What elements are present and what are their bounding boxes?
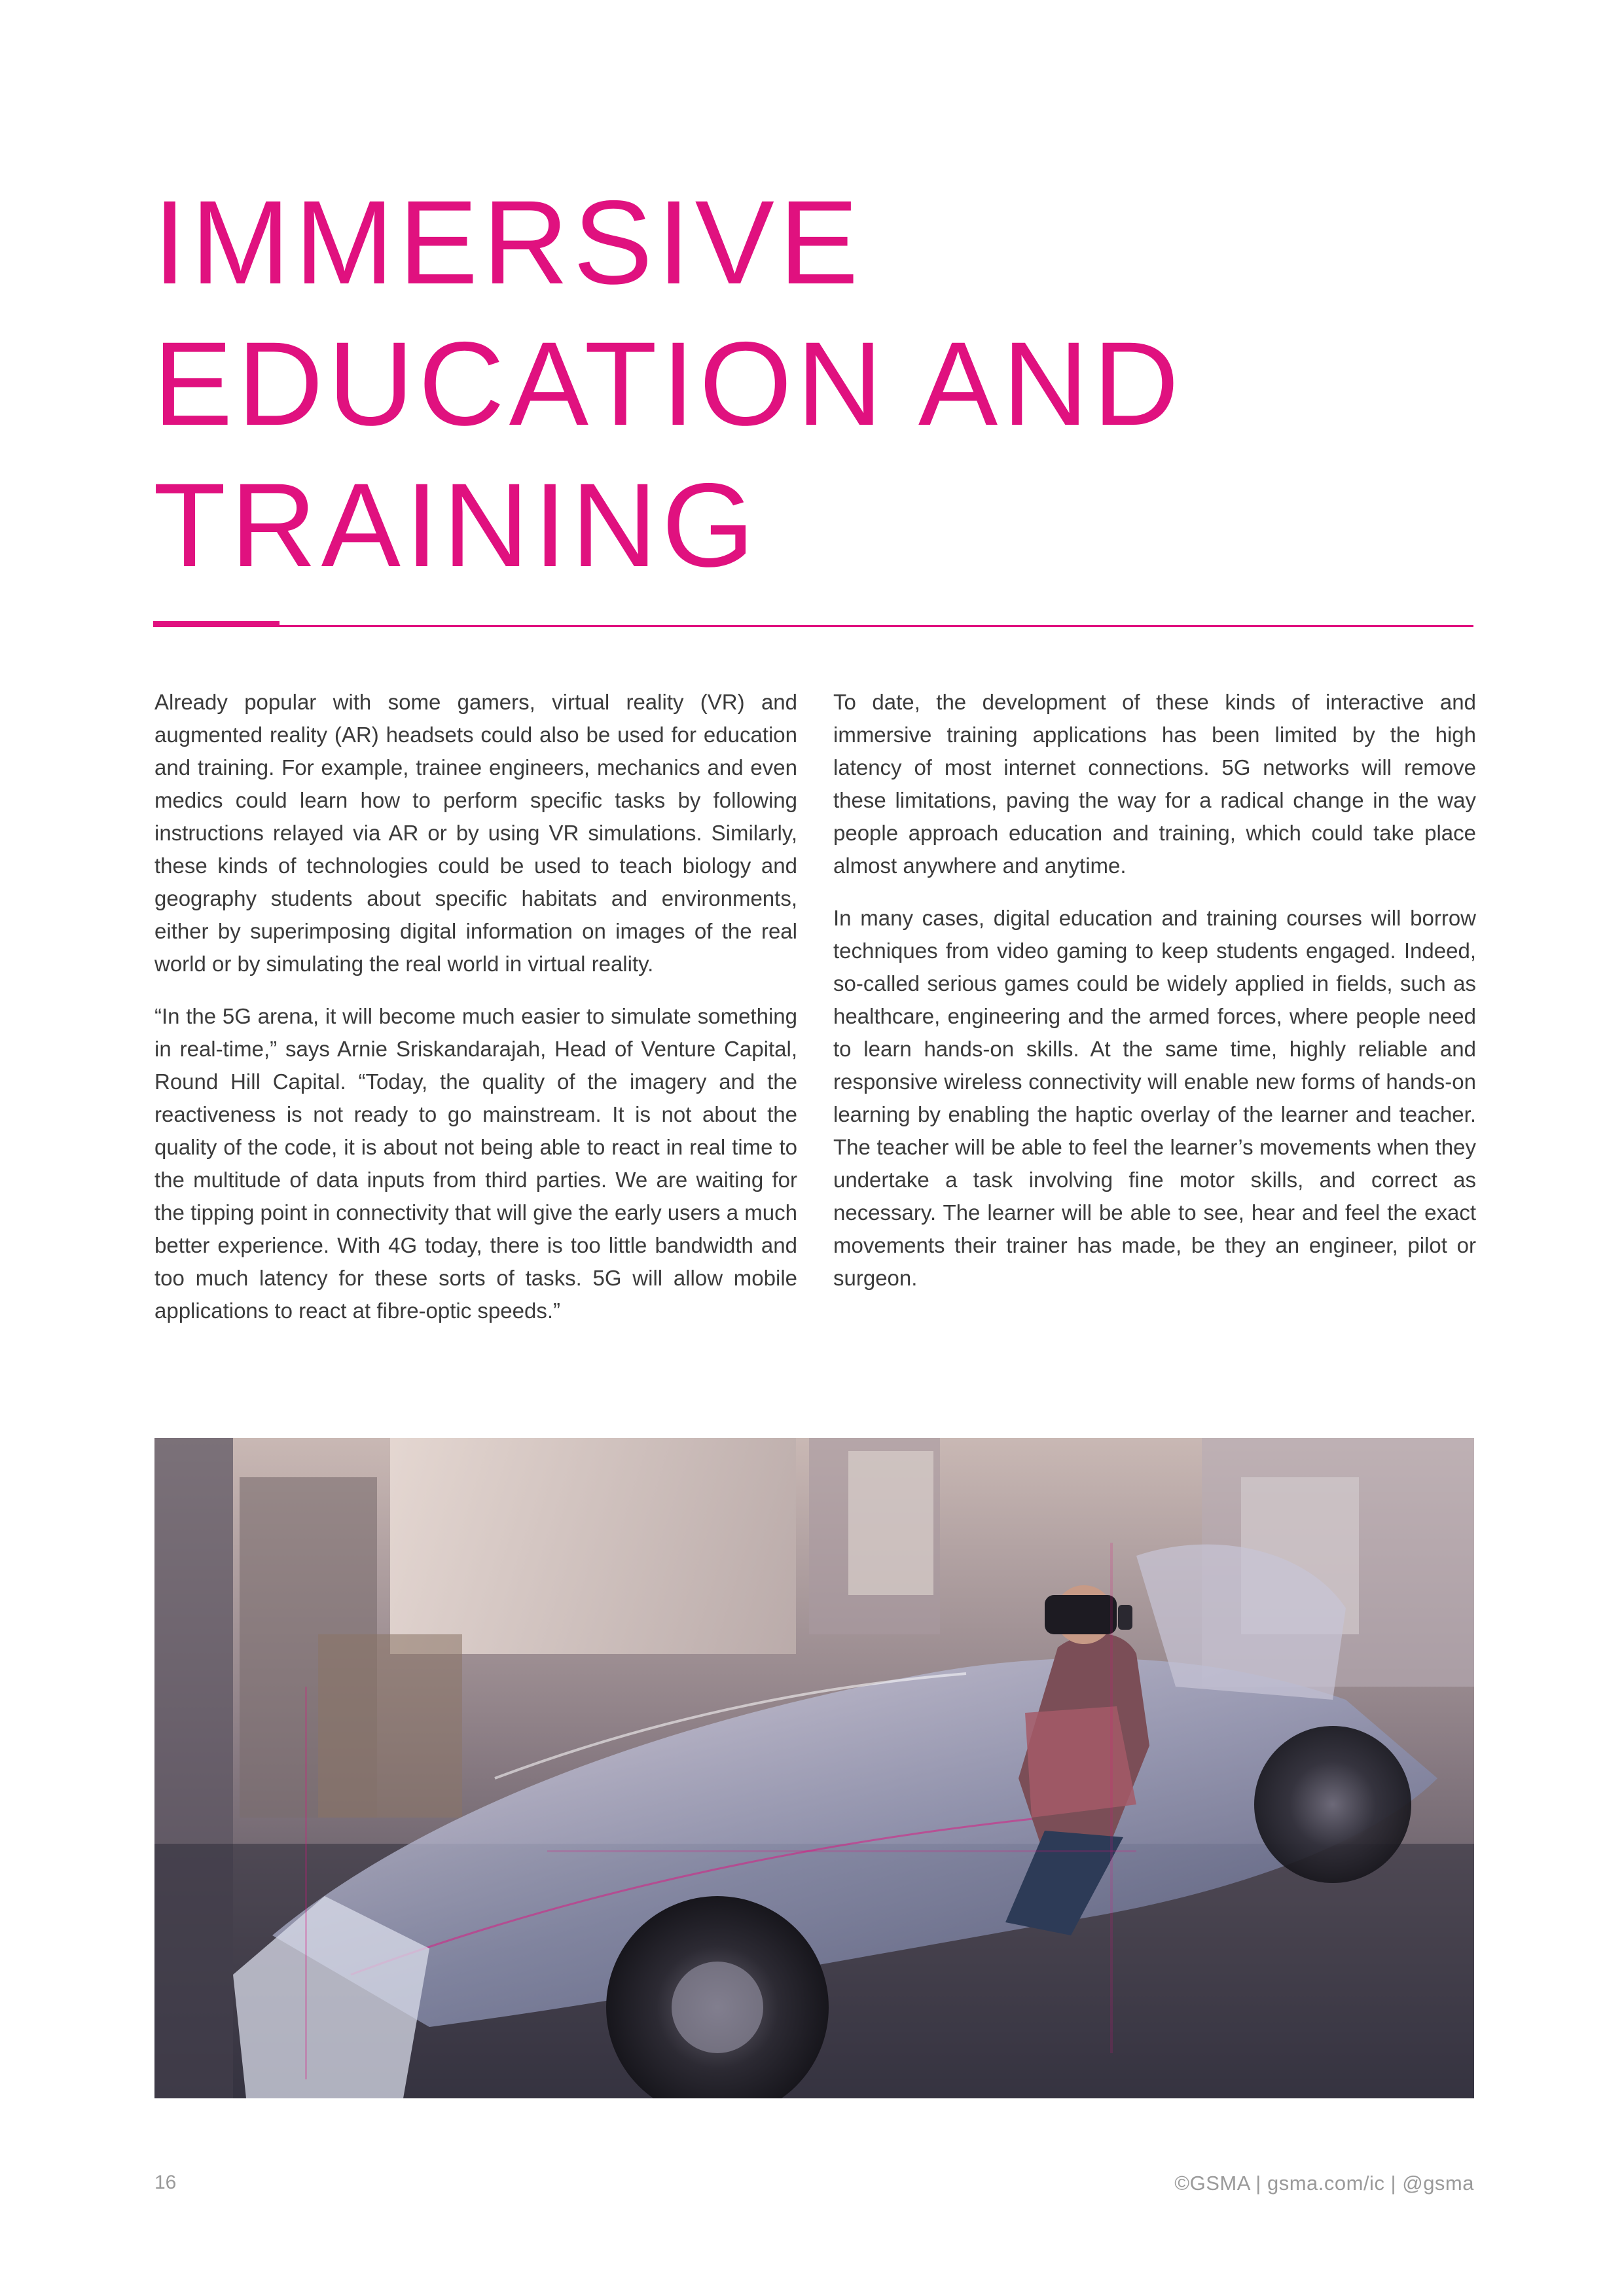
title-line-1: IMMERSIVE [153, 175, 863, 309]
paragraph: In many cases, digital education and training courses will borrow techniques from video gaming to keep students engaged. Indeed, so-called serious games could be widely applied in fields, such as healthcare, engineering and the armed forces, where people need to learn hands-on skills. At the same time, highly reliable and responsive wireless connectivity will enable new forms of hands-on learning by enabling the haptic overlay of the learner and teacher. The teacher will be able to feel the learner’s movements when they undertake a task involving fine motor skills, and correct as necessary. The learner will be able to see, hear and feel the exact movements their trainer has made, be they an engineer, pilot or surgeon. [833, 906, 1476, 1290]
title-divider-accent [153, 621, 280, 627]
body-column-left [154, 686, 797, 1347]
vr-race-car-photo [154, 1438, 1474, 2098]
title-divider [153, 625, 1473, 627]
page-title [153, 171, 1462, 596]
paragraph-quote: “In the 5G arena, it will become much easier to simulate something in real-time,” says Arnie Sriskandarajah, Head of Venture Capital, Round Hill Capital. “Today, the quality of the imagery and the reactiveness is not ready to go mainstream. It is not about the quality of the code, it is about not being able to react in real time to the multitude of data inputs from third parties. We are waiting for the tipping point in connectivity that will give the early users a much better experience. With 4G today, there is too little bandwidth and too much latency for these sorts of tasks. 5G will allow mobile applications to react at fibre-optic speeds.” [154, 1004, 797, 1323]
title-line-2: EDUCATION AND [153, 317, 1184, 450]
page-number: 16 [154, 2172, 177, 2193]
title-line-3: TRAINING [153, 458, 759, 592]
paragraph: Already popular with some gamers, virtual reality (VR) and augmented reality (AR) headsets could also be used for education and training. For example, trainee engineers, mechanics and even medics could learn how to perform specific tasks by following instructions relayed via AR or by using VR simulations. Similarly, these kinds of technologies could be used to teach biology and geography students about specific habitats and environments, either by superimposing digital information on images of the real world or by simulating the real world in virtual reality. [154, 690, 797, 976]
body-column-right [833, 686, 1476, 1314]
paragraph: To date, the development of these kinds of interactive and immersive training applications has been limited by the high latency of most internet connections. 5G networks will remove these limitations, paving the way for a radical change in the way people approach education and training, which could take place almost anywhere and anytime. [833, 690, 1476, 878]
footer-credits: ©GSMA | gsma.com/ic | @gsma [1174, 2172, 1474, 2195]
